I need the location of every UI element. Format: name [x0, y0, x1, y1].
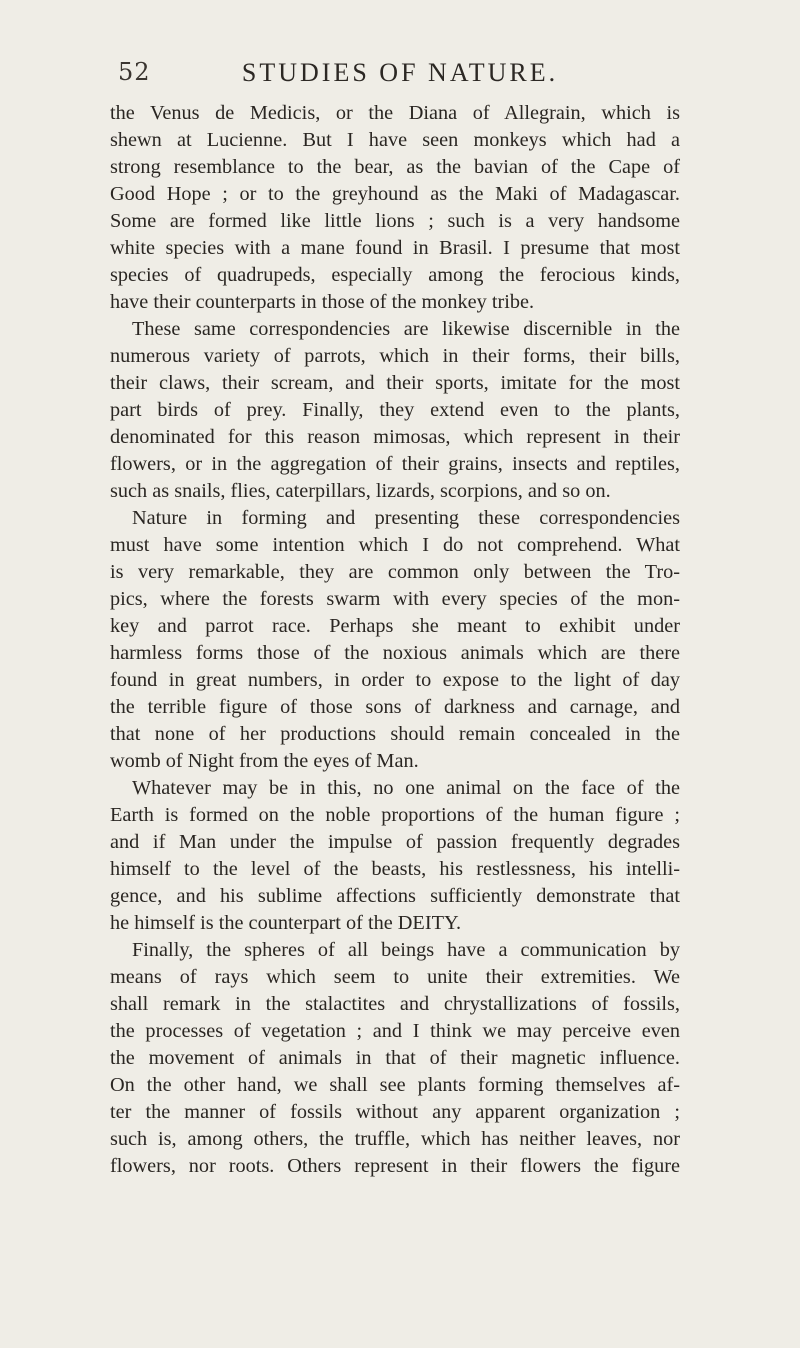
text-line: Finally, the spheres of all beings have a communication by — [132, 939, 680, 961]
text-line: is very remarkable, they are common only between the Tro- — [110, 561, 680, 583]
text-line: the Venus de Medicis, or the Diana of Allegrain, which is — [110, 102, 680, 124]
text-line: Good Hope ; or to the greyhound as the Maki of Madagascar. — [110, 183, 680, 205]
text-line: womb of Night from the eyes of Man. — [110, 750, 419, 772]
text-line: he himself is the counterpart of the DEITY. — [110, 912, 462, 934]
text-line: found in great numbers, in order to expose to the light of day — [110, 669, 680, 691]
text-line: ter the manner of fossils without any apparent organization ; — [110, 1101, 680, 1123]
text-line: part birds of prey. Finally, they extend even to the plants, — [110, 399, 680, 421]
text-line: pics, where the forests swarm with every species of the mon- — [110, 588, 680, 610]
text-line: These same correspondencies are likewise discernible in the — [132, 318, 680, 340]
text-line: white species with a mane found in Brasil. I presume that most — [110, 237, 680, 259]
text-line: that none of her productions should remain concealed in the — [110, 723, 680, 745]
text-line: means of rays which seem to unite their extremities. We — [110, 966, 680, 988]
text-line: himself to the level of the beasts, his restlessness, his intelli- — [110, 858, 680, 880]
text-line: Some are formed like little lions ; such is a very handsome — [110, 210, 680, 232]
text-line: flowers, nor roots. Others represent in their flowers the figure — [110, 1155, 680, 1177]
text-line: must have some intention which I do not comprehend. What — [110, 534, 680, 556]
body-text — [110, 100, 680, 1180]
text-line: harmless forms those of the noxious animals which are there — [110, 642, 680, 664]
text-line: have their counterparts in those of the monkey tribe. — [110, 291, 535, 313]
text-line: numerous variety of parrots, which in their forms, their bills, — [110, 345, 680, 367]
text-line: denominated for this reason mimosas, which represent in their — [110, 426, 680, 448]
text-line: key and parrot race. Perhaps she meant to exhibit under — [110, 615, 680, 637]
text-line: the processes of vegetation ; and I think we may perceive even — [110, 1020, 680, 1042]
text-line: the movement of animals in that of their magnetic influence. — [110, 1047, 680, 1069]
text-line: shewn at Lucienne. But I have seen monkeys which had a — [110, 129, 680, 151]
text-line: strong resemblance to the bear, as the bavian of the Cape of — [110, 156, 680, 178]
text-line: such is, among others, the truffle, which has neither leaves, nor — [110, 1128, 680, 1150]
page-number: 52 — [118, 58, 151, 86]
running-head: STUDIES OF NATURE. — [241, 58, 559, 87]
page-header — [0, 58, 800, 92]
text-line: Earth is formed on the noble proportions of the human figure ; — [110, 804, 680, 826]
text-line: such as snails, flies, caterpillars, lizards, scorpions, and so on. — [110, 480, 611, 502]
text-line: flowers, or in the aggregation of their grains, insects and reptiles, — [110, 453, 680, 475]
text-line: their claws, their scream, and their sports, imitate for the most — [110, 372, 680, 394]
text-line: the terrible figure of those sons of darkness and carnage, and — [110, 696, 680, 718]
text-line: gence, and his sublime affections sufficiently demonstrate that — [110, 885, 680, 907]
text-line: Nature in forming and presenting these correspondencies — [132, 507, 680, 529]
text-line: Whatever may be in this, no one animal on the face of the — [132, 777, 680, 799]
text-line: species of quadrupeds, especially among the ferocious kinds, — [110, 264, 680, 286]
text-line: On the other hand, we shall see plants forming themselves af- — [110, 1074, 680, 1096]
text-line: and if Man under the impulse of passion frequently degrades — [110, 831, 680, 853]
text-line: shall remark in the stalactites and chrystallizations of fossils, — [110, 993, 680, 1015]
